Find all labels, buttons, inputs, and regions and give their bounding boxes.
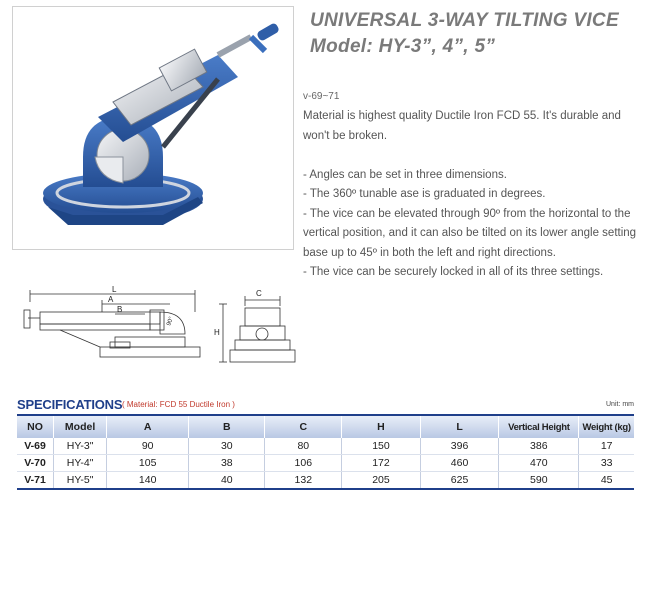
table-row [17, 438, 634, 455]
specifications-header [17, 397, 634, 413]
table-cell: HY-4" [54, 455, 107, 472]
table-cell: 80 [265, 438, 342, 455]
feature-item: - The 360º tunable ase is graduated in degrees. [303, 188, 546, 200]
vice-photo [13, 7, 293, 249]
table-cell: 17 [579, 438, 634, 455]
column-header: NO [17, 415, 54, 438]
table-cell: 45 [579, 472, 634, 490]
table-cell: 30 [189, 438, 265, 455]
specifications-title: SPECIFICATIONS [17, 397, 123, 412]
label-a: A [108, 295, 114, 304]
label-c: C [256, 289, 262, 298]
product-code: v-69~71 [303, 91, 340, 102]
table-cell: 460 [420, 455, 499, 472]
column-header: B [189, 415, 265, 438]
drawing-labels [108, 285, 175, 327]
table-row [17, 472, 634, 490]
table-cell: 150 [342, 438, 421, 455]
table-cell: 205 [342, 472, 421, 490]
table-cell: 33 [579, 455, 634, 472]
column-header: C [265, 415, 342, 438]
specifications-material: ( Material: FCD 55 Ductile Iron ) [122, 400, 235, 409]
title-line-2: Model: HY-3”, 4”, 5” [310, 36, 496, 57]
material-text: Material is highest quality Ductile Iron FCD 55. It's durable and won't be broken. [303, 110, 621, 142]
column-header: Vertical Height [499, 415, 579, 438]
column-header: Model [54, 415, 107, 438]
column-header: H [342, 415, 421, 438]
table-cell: 625 [420, 472, 499, 490]
product-photo-frame [12, 6, 294, 250]
table-cell: V-71 [17, 472, 54, 490]
table-cell: V-69 [17, 438, 54, 455]
page-title [310, 8, 619, 60]
label-h: H [214, 328, 220, 337]
column-header: A [107, 415, 189, 438]
table-row [17, 455, 634, 472]
table-cell: 90 [107, 438, 189, 455]
table-cell: 132 [265, 472, 342, 490]
table-cell: 386 [499, 438, 579, 455]
column-header: L [420, 415, 499, 438]
column-header: Weight (kg) [579, 415, 634, 438]
dimension-drawing [20, 282, 310, 377]
specifications-unit: Unit: mm [606, 401, 634, 408]
table-cell: 396 [420, 438, 499, 455]
table-cell: HY-5" [54, 472, 107, 490]
table-cell: 140 [107, 472, 189, 490]
table-cell: 105 [107, 455, 189, 472]
label-angle: 90° [166, 316, 175, 327]
table-cell: 38 [189, 455, 265, 472]
table-cell: 40 [189, 472, 265, 490]
table-cell: 172 [342, 455, 421, 472]
technical-drawing [20, 282, 310, 382]
table-header-row [17, 415, 634, 438]
table-cell: HY-3" [54, 438, 107, 455]
table-cell: V-70 [17, 455, 54, 472]
table-cell: 590 [499, 472, 579, 490]
specifications-table [17, 414, 634, 490]
feature-item: - Angles can be set in three dimensions. [303, 168, 507, 181]
title-line-1: UNIVERSAL 3-WAY TILTING VICE [310, 10, 619, 31]
label-b: B [117, 305, 123, 314]
label-l: L [112, 285, 117, 294]
feature-item: - The vice can be elevated through 90º from the horizontal to the vertical position, and it can also be tilted on its lower angle setting base up to 45º in both the left and right directions. [303, 207, 637, 259]
feature-item: - The vice can be securely locked in all of its three settings. [303, 266, 604, 278]
product-description [303, 107, 643, 283]
table-cell: 106 [265, 455, 342, 472]
table-cell: 470 [499, 455, 579, 472]
